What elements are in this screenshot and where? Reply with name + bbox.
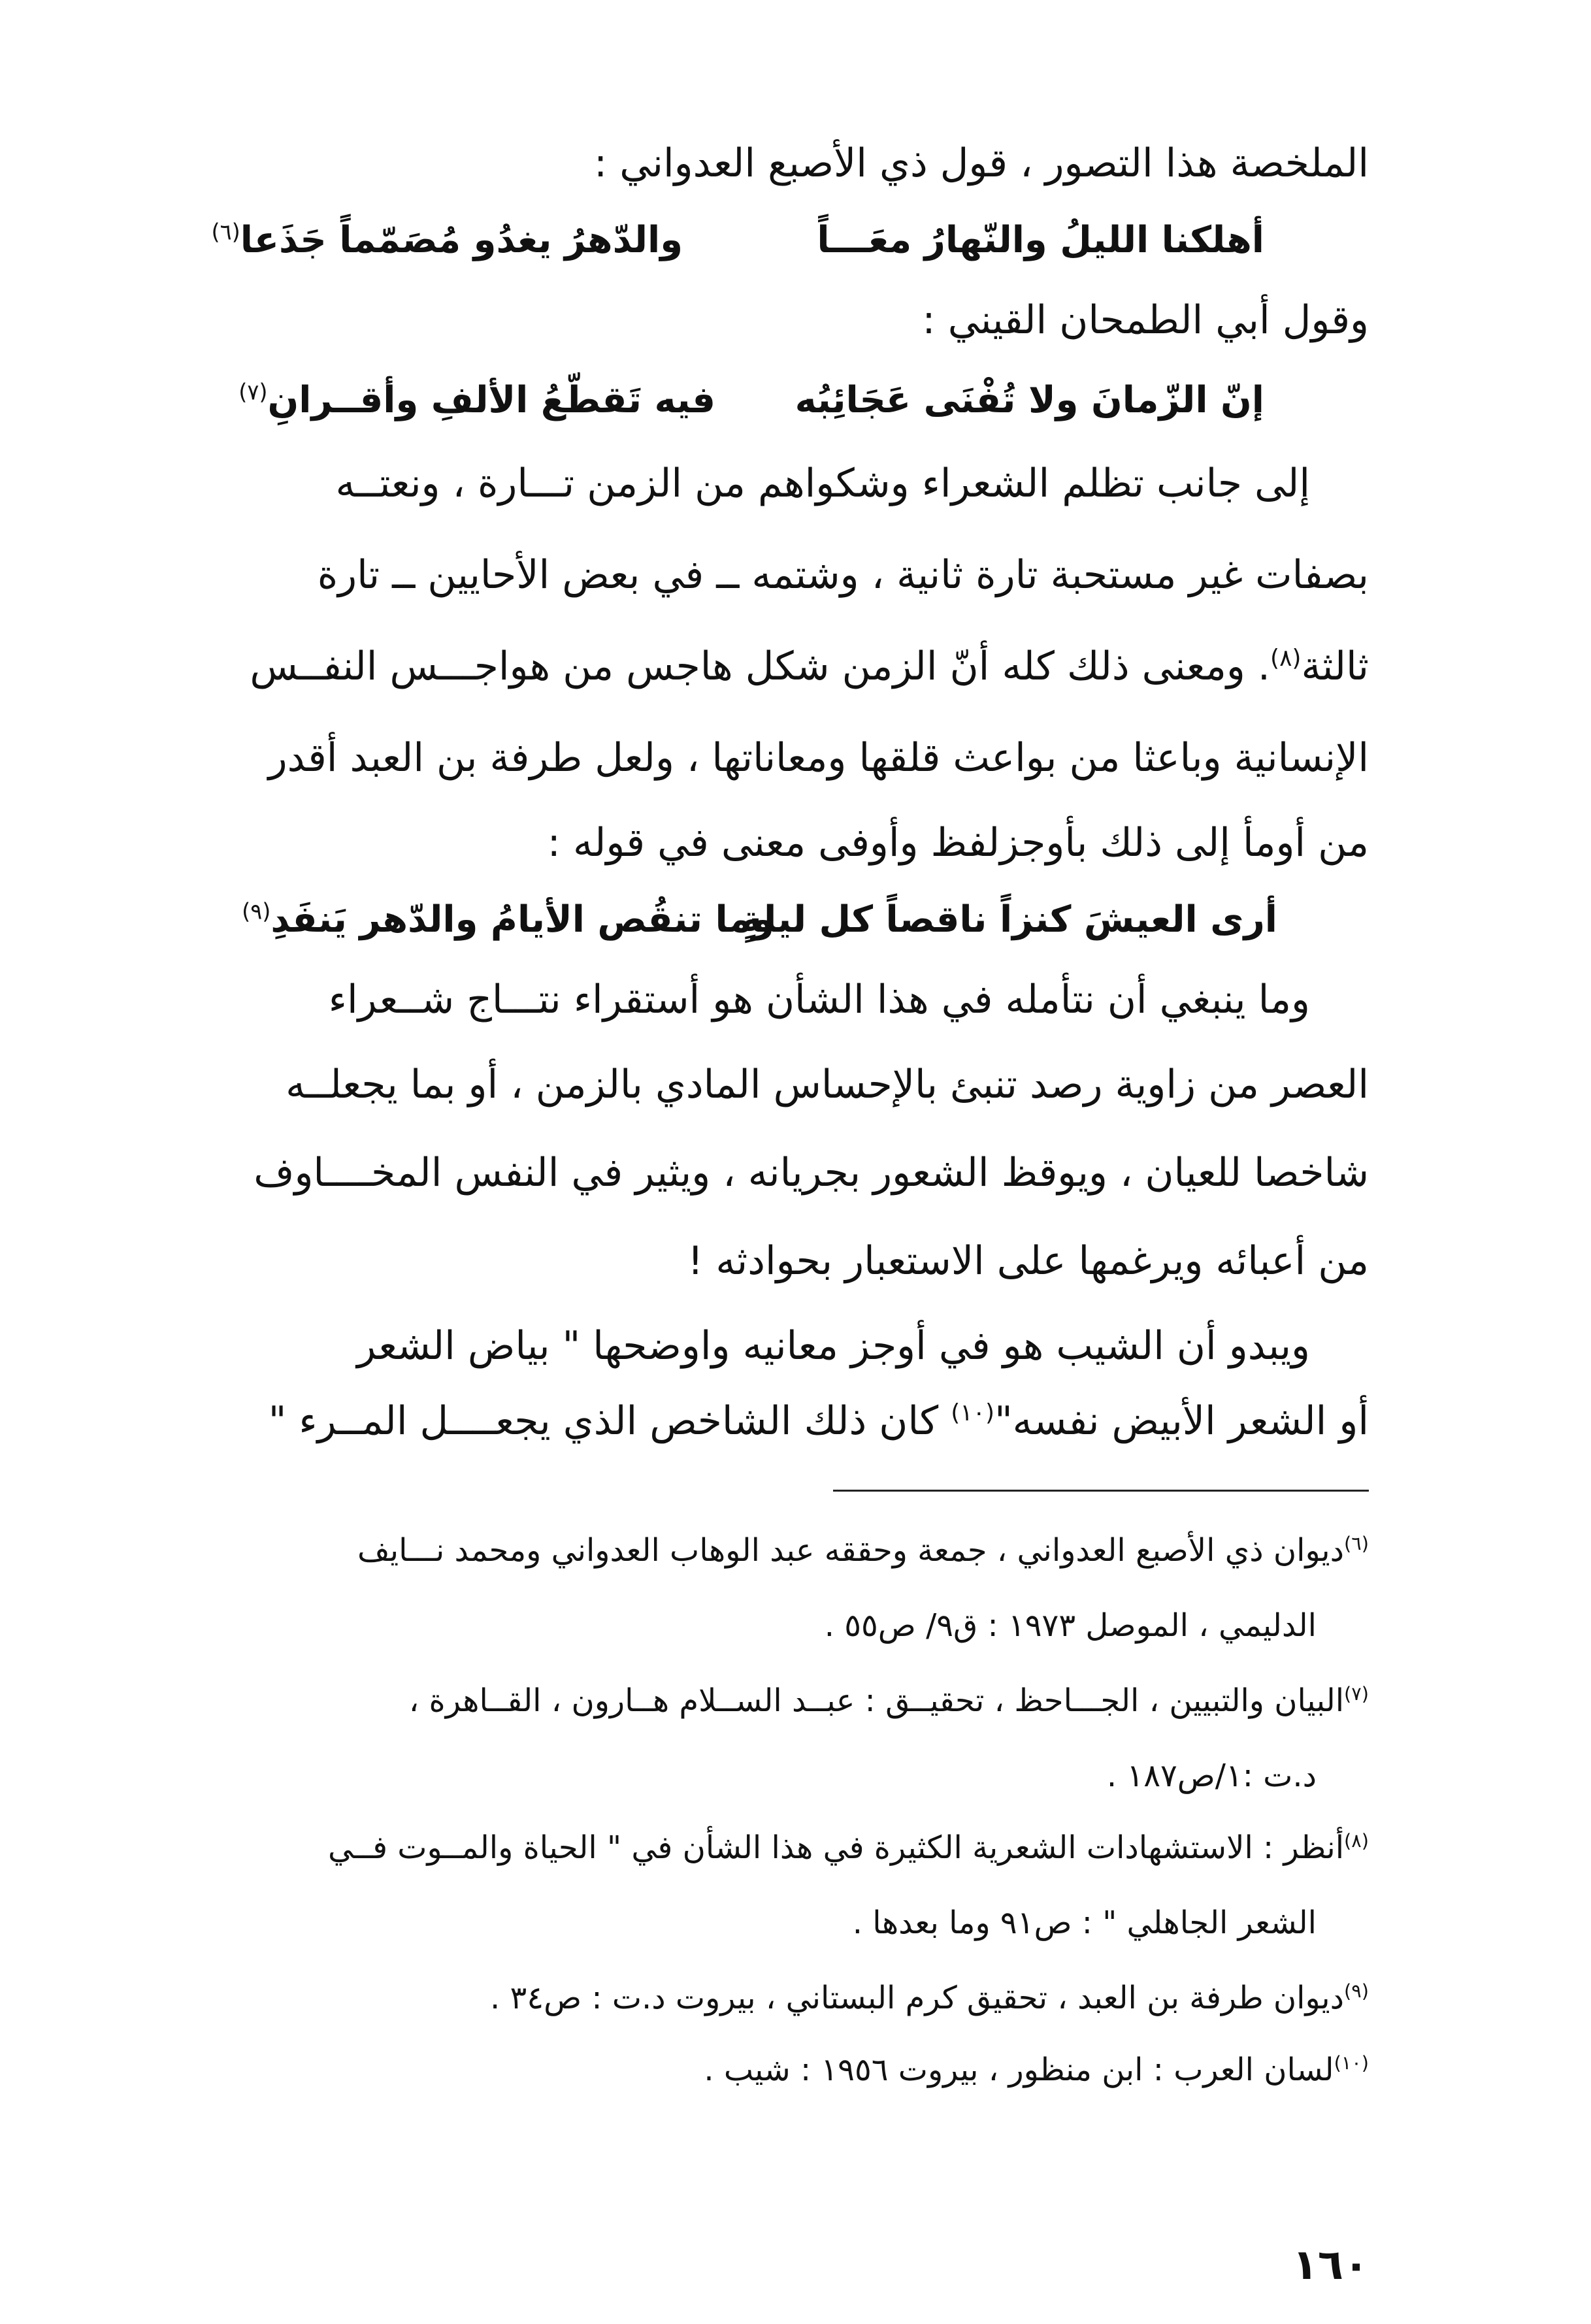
body-line-6 [219, 735, 1369, 781]
verse-1-second-text: والدّهرُ يغدُو مُصَمّماً جَذَعا [240, 219, 683, 261]
verse-3-second-text: وما تنقُص الأيامُ والدّهر يَنفَدِ [271, 898, 774, 941]
body-text: من أعبائه ويرغمها على الاستعبار بحوادثه ! [687, 1238, 1369, 1284]
body-line-11 [219, 1238, 1369, 1284]
footnote-6 [219, 1532, 1369, 1569]
footnote-7-line-2: د.ت :١/ص١٨٧ . [1106, 1758, 1317, 1794]
footnote-separator [833, 1490, 1369, 1492]
body-line-3 [219, 461, 1310, 506]
verse-1-first-hemistich: أهلكنا الليلُ والنّهارُ معَـــاً [817, 219, 1264, 261]
footnote-ref-10: (١٠) [951, 1399, 995, 1426]
footnote-6-line-1: ديوان ذي الأصبع العدواني ، جمعة وحققه عبد الوهاب العدواني ومحمد نـــايف [357, 1532, 1345, 1569]
body-text: . ومعنى ذلك كله أنّ الزمن شكل هاجس من هواجـــس النفــس [250, 644, 1271, 689]
verse-3-first-hemistich: أرى العيشَ كنزاً ناقصاً كل ليلةٍ [740, 898, 1277, 941]
verse-2-first-hemistich: إنّ الزّمانَ ولا تُفْنَى عَجَائِبُه [795, 379, 1264, 421]
body-line-13 [219, 1398, 1369, 1444]
body-text: الإنسانية وباعثا من بواعث قلقها ومعاناتها ، ولعل طرفة بن العبد أقدر [268, 735, 1369, 781]
footnote-ref-7: (٧) [238, 379, 268, 405]
verse-2-second-hemistich [238, 379, 715, 421]
verse-2 [219, 379, 1369, 431]
footnote-ref-8: (٨) [1270, 645, 1302, 672]
footnote-7 [219, 1682, 1369, 1719]
body-line-10 [219, 1150, 1369, 1196]
footnote-mark-6: (٦) [1344, 1532, 1369, 1554]
body-line-2 [219, 297, 1369, 343]
body-text: العصر من زاوية رصد تنبئ بالإحساس المادي بالزمن ، أو بما يجعلــه [286, 1062, 1369, 1107]
footnote-ref-6: (٦) [211, 219, 240, 245]
body-line-1 [219, 140, 1369, 186]
verse-3 [219, 898, 1369, 951]
body-text: من أومأ إلى ذلك بأوجزلفظ وأوفى معنى في قوله : [547, 820, 1369, 866]
verse-2-second-text: فيه تَقطّعُ الألفِ وأقــرانِ [267, 379, 715, 421]
footnote-mark-9: (٩) [1344, 1980, 1369, 2002]
footnote-8 [219, 1829, 1369, 1866]
body-text: الملخصة هذا التصور ، قول ذي الأصبع العدواني : [593, 140, 1369, 186]
body-text: بصفات غير مستحبة تارة ثانية ، وشتمه ــ في بعض الأحايين ــ تارة [317, 552, 1369, 598]
footnote-10 [219, 2052, 1369, 2088]
body-line-8 [219, 977, 1310, 1023]
footnote-6-line-2: الدليمي ، الموصل ١٩٧٣ : ق٩/ ص٥٥ . [824, 1607, 1317, 1644]
footnote-ref-9: (٩) [242, 898, 271, 925]
verse-3-second-hemistich [242, 898, 774, 941]
footnote-8-line-1: أنظر : الاستشهادات الشعرية الكثيرة في هذا الشأن في " الحياة والمــوت فــي [327, 1829, 1345, 1866]
footnote-7-line-1: البيان والتبيين ، الجـــاحظ ، تحقيــق : عبــد الســلام هــارون ، القــاهرة ، [408, 1682, 1345, 1719]
footnote-9-line-1: ديوان طرفة بن العبد ، تحقيق كرم البستاني ، بيروت د.ت : ص٣٤ . [490, 1980, 1345, 2016]
body-line-12 [219, 1323, 1310, 1369]
body-line-9 [219, 1062, 1369, 1107]
footnote-mark-7: (٧) [1344, 1682, 1369, 1705]
footnote-8-line-2: الشعر الجاهلي " : ص٩١ وما بعدها . [852, 1905, 1317, 1941]
body-text: ويبدو أن الشيب هو في أوجز معانيه واوضحها " بياض الشعر [357, 1323, 1310, 1369]
footnote-mark-10: (١٠) [1334, 2052, 1369, 2074]
body-text: أو الشعر الأبيض نفسه" [994, 1398, 1369, 1444]
body-text: وقول أبي الطمحان القيني : [922, 297, 1369, 343]
verse-1-second-hemistich [211, 219, 683, 261]
body-line-4 [219, 552, 1369, 598]
footnote-9 [219, 1980, 1369, 2016]
footnote-mark-8: (٨) [1344, 1829, 1369, 1852]
body-text: شاخصا للعيان ، ويوقظ الشعور بجريانه ، ويثير في النفس المخــــاوف [254, 1150, 1369, 1196]
body-line-7 [219, 820, 1369, 866]
body-text: وما ينبغي أن نتأمله في هذا الشأن هو أستقراء نتـــاج شــعراء [328, 977, 1310, 1023]
page-number: ١٦٠ [1292, 2241, 1369, 2289]
footnote-10-line-1: لسان العرب : ابن منظور ، بيروت ١٩٥٦ : شيب . [704, 2052, 1334, 2088]
body-text: ثالثة [1301, 644, 1369, 689]
body-line-5 [219, 644, 1369, 689]
body-text: إلى جانب تظلم الشعراء وشكواهم من الزمن تـــارة ، ونعتــه [335, 461, 1310, 506]
verse-1 [211, 219, 1369, 271]
body-text: كان ذلك الشاخص الذي يجعــــل المــرء " [268, 1398, 939, 1444]
